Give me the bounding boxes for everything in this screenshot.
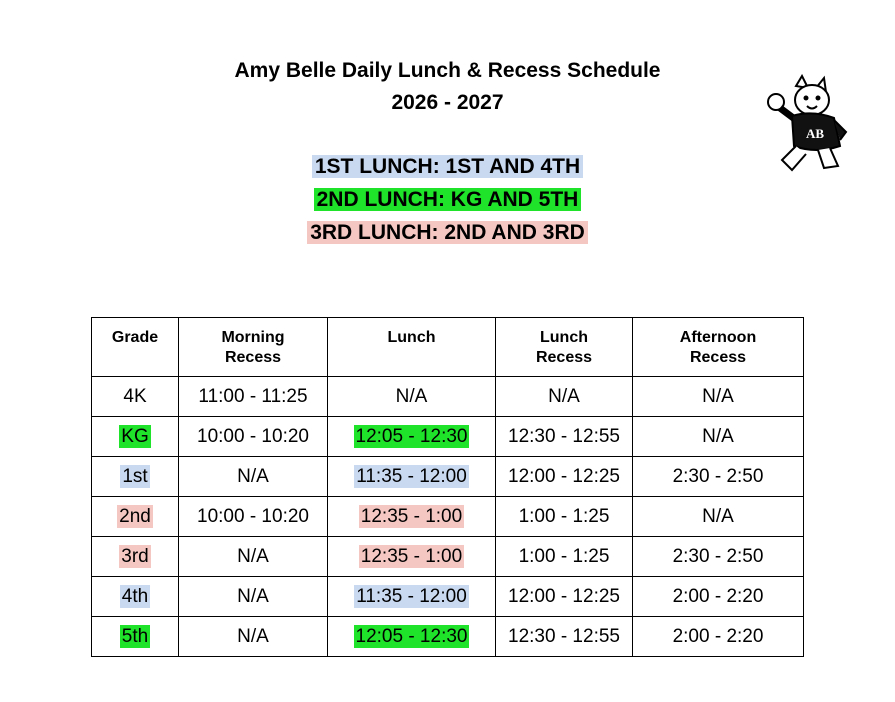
morning-cell: 10:00 - 10:20 [179,417,328,457]
table-row [92,417,804,457]
afternoon-cell: 2:00 - 2:20 [633,577,804,617]
lunch-cell: 12:35 - 1:00 [328,537,496,577]
third-lunch-label: 3RD LUNCH: 2ND AND 3RD [307,221,588,244]
schedule-table [91,317,804,657]
afternoon-cell: 2:30 - 2:50 [633,457,804,497]
header-grade: Grade [92,318,179,377]
table-row [92,377,804,417]
grade-cell: 2nd [92,497,179,537]
lunch-recess-cell: 1:00 - 1:25 [496,537,633,577]
morning-cell: N/A [179,537,328,577]
lunch-cell: 12:35 - 1:00 [328,497,496,537]
second-lunch-label: 2ND LUNCH: KG AND 5TH [314,188,582,211]
lunch-recess-cell: 12:30 - 12:55 [496,617,633,657]
afternoon-cell: N/A [633,417,804,457]
first-lunch-group [0,152,895,182]
lunch-cell: 12:05 - 12:30 [328,617,496,657]
table-header-row [92,318,804,377]
third-lunch-group [0,218,895,248]
lunch-recess-cell: 12:00 - 12:25 [496,457,633,497]
table-row [92,617,804,657]
lunch-recess-cell: 12:30 - 12:55 [496,417,633,457]
grade-cell: KG [92,417,179,457]
header-lunch-recess: Lunch Recess [496,318,633,377]
lunch-recess-cell: 12:00 - 12:25 [496,577,633,617]
page-title: Amy Belle Daily Lunch & Recess Schedule [234,59,661,82]
morning-cell: N/A [179,577,328,617]
morning-cell: N/A [179,617,328,657]
second-lunch-group [0,185,895,215]
grade-cell: 4K [92,377,179,417]
lunch-cell: 11:35 - 12:00 [328,577,496,617]
school-year: 2026 - 2027 [391,91,504,114]
lunch-cell: N/A [328,377,496,417]
morning-cell: N/A [179,457,328,497]
table-row [92,497,804,537]
lunch-recess-cell: 1:00 - 1:25 [496,497,633,537]
morning-cell: 11:00 - 11:25 [179,377,328,417]
header-morning-recess: Morning Recess [179,318,328,377]
grade-cell: 1st [92,457,179,497]
lunch-cell: 12:05 - 12:30 [328,417,496,457]
header-lunch: Lunch [328,318,496,377]
wildcat-mascot-icon [766,74,852,174]
afternoon-cell: N/A [633,377,804,417]
morning-cell: 10:00 - 10:20 [179,497,328,537]
grade-cell: 3rd [92,537,179,577]
grade-cell: 5th [92,617,179,657]
table-row [92,457,804,497]
grade-cell: 4th [92,577,179,617]
afternoon-cell: N/A [633,497,804,537]
lunch-recess-cell: N/A [496,377,633,417]
mascot-letters: AB [806,126,825,141]
lunch-cell: 11:35 - 12:00 [328,457,496,497]
afternoon-cell: 2:00 - 2:20 [633,617,804,657]
table-row [92,537,804,577]
first-lunch-label: 1ST LUNCH: 1ST AND 4TH [312,155,583,178]
header-afternoon-recess: Afternoon Recess [633,318,804,377]
table-row [92,577,804,617]
afternoon-cell: 2:30 - 2:50 [633,537,804,577]
